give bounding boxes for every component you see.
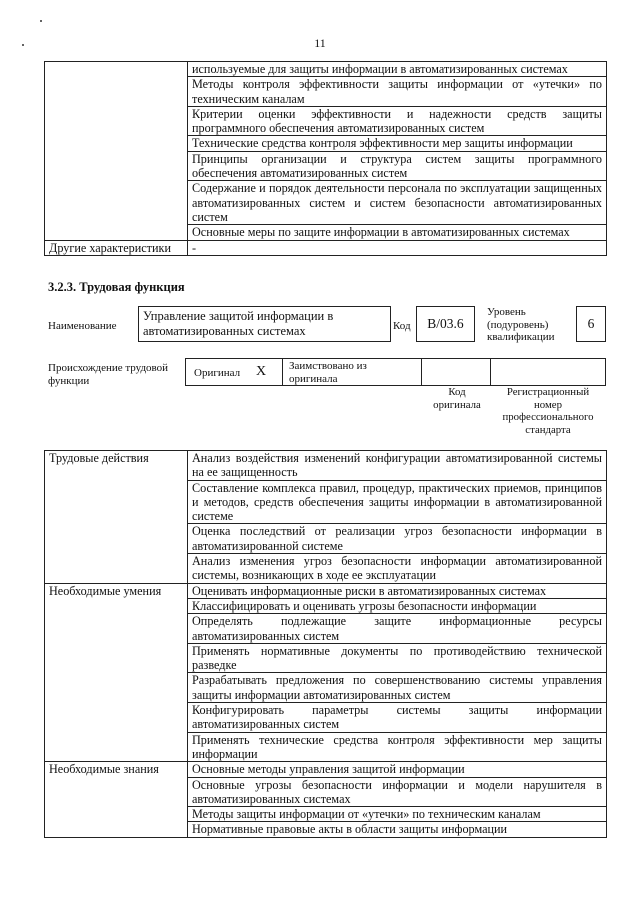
original-code-cell bbox=[421, 358, 491, 386]
table-row bbox=[45, 240, 607, 255]
group-label: Трудовые действия bbox=[45, 451, 188, 584]
group-item: Анализ изменения угроз безопасности информации автоматизированной системы, возникающих в ходе ее эксплуатации bbox=[188, 554, 607, 584]
group-item: Оценивать информационные риски в автоматизированных системах bbox=[188, 583, 607, 598]
original-mark: X bbox=[256, 364, 267, 379]
level-value-box: 6 bbox=[576, 306, 606, 342]
group-item: Основные методы управления защитой информации bbox=[188, 762, 607, 777]
row-text: Методы контроля эффективности защиты информации от «утечки» по техническим каналам bbox=[188, 77, 607, 107]
group-item: Применять технические средства контроля эффективности мер защиты информации bbox=[188, 732, 607, 762]
top-requirements-table bbox=[44, 61, 607, 256]
group-item: Методы защиты информации от «утечки» по техническим каналам bbox=[188, 807, 607, 822]
group-item: Основные угрозы безопасности информации и модели нарушителя в автоматизированных системах bbox=[188, 777, 607, 807]
group-item: Применять нормативные документы по противодействию технической разведке bbox=[188, 643, 607, 673]
original-code-caption: Код оригинала bbox=[433, 386, 481, 411]
group-item: Анализ воздействия изменений конфигурации автоматизированной системы на ее защищенность bbox=[188, 451, 607, 481]
row-text: Технические средства контроля эффективности мер защиты информации bbox=[188, 136, 607, 151]
group-item: Нормативные правовые акты в области защиты информации bbox=[188, 822, 607, 837]
table-row bbox=[45, 762, 607, 777]
row-text: Критерии оценки эффективности и надежности средств защиты программного обеспечения автоматизированных систем bbox=[188, 106, 607, 136]
table-row bbox=[45, 583, 607, 598]
code-label: Код bbox=[393, 320, 411, 332]
origin-label: Происхождение трудовой функции bbox=[48, 362, 169, 387]
group-label: Необходимые знания bbox=[45, 762, 188, 837]
group-item: Классифицировать и оценивать угрозы безопасности информации bbox=[188, 598, 607, 613]
section-title: 3.2.3. Трудовая функция bbox=[48, 280, 185, 294]
function-name-box: Управление защитой информации в автоматизированных системах bbox=[138, 306, 391, 342]
group-item: Конфигурировать параметры системы защиты информации автоматизированных систем bbox=[188, 703, 607, 733]
row-text: Основные меры по защите информации в автоматизированных системах bbox=[188, 225, 607, 240]
row-label: Другие характеристики bbox=[45, 240, 188, 255]
row-text: Содержание и порядок деятельности персонала по эксплуатации защищенных автоматизированных систем и систем безопасности автоматизированных систем bbox=[188, 181, 607, 225]
table-row bbox=[45, 451, 607, 481]
group-item: Определять подлежащие защите информационные ресурсы автоматизированных систем bbox=[188, 614, 607, 644]
code-value-box: B/03.6 bbox=[416, 306, 475, 342]
name-label: Наименование bbox=[48, 320, 117, 332]
row-text: - bbox=[188, 240, 607, 255]
borrowed-label: Заимствовано из оригинала bbox=[289, 360, 367, 385]
registration-number-cell bbox=[490, 358, 606, 386]
group-item: Составление комплекса правил, процедур, практических приемов, принципов и методов, средств обеспечения защиты информации в автоматизированной системе bbox=[188, 480, 607, 524]
table-row bbox=[45, 62, 607, 77]
group-item: Оценка последствий от реализации угроз безопасности информации в автоматизированной системе bbox=[188, 524, 607, 554]
page-number: 11 bbox=[314, 36, 326, 50]
group-label: Необходимые умения bbox=[45, 583, 188, 762]
original-cell bbox=[185, 358, 283, 386]
labor-function-table bbox=[44, 450, 607, 838]
level-label: Уровень (подуровень) квалификации bbox=[487, 306, 555, 343]
registration-number-caption: Регистрационный номер профессионального стандарта bbox=[502, 386, 594, 436]
row-label bbox=[45, 62, 188, 241]
borrowed-cell bbox=[282, 358, 422, 386]
row-text: Принципы организации и структура систем защиты программного обеспечения автоматизированных систем bbox=[188, 151, 607, 181]
original-label: Оригинал bbox=[194, 367, 241, 379]
row-text: используемые для защиты информации в автоматизированных системах bbox=[188, 62, 607, 77]
group-item: Разрабатывать предложения по совершенствованию системы управления защиты информации автоматизированных систем bbox=[188, 673, 607, 703]
